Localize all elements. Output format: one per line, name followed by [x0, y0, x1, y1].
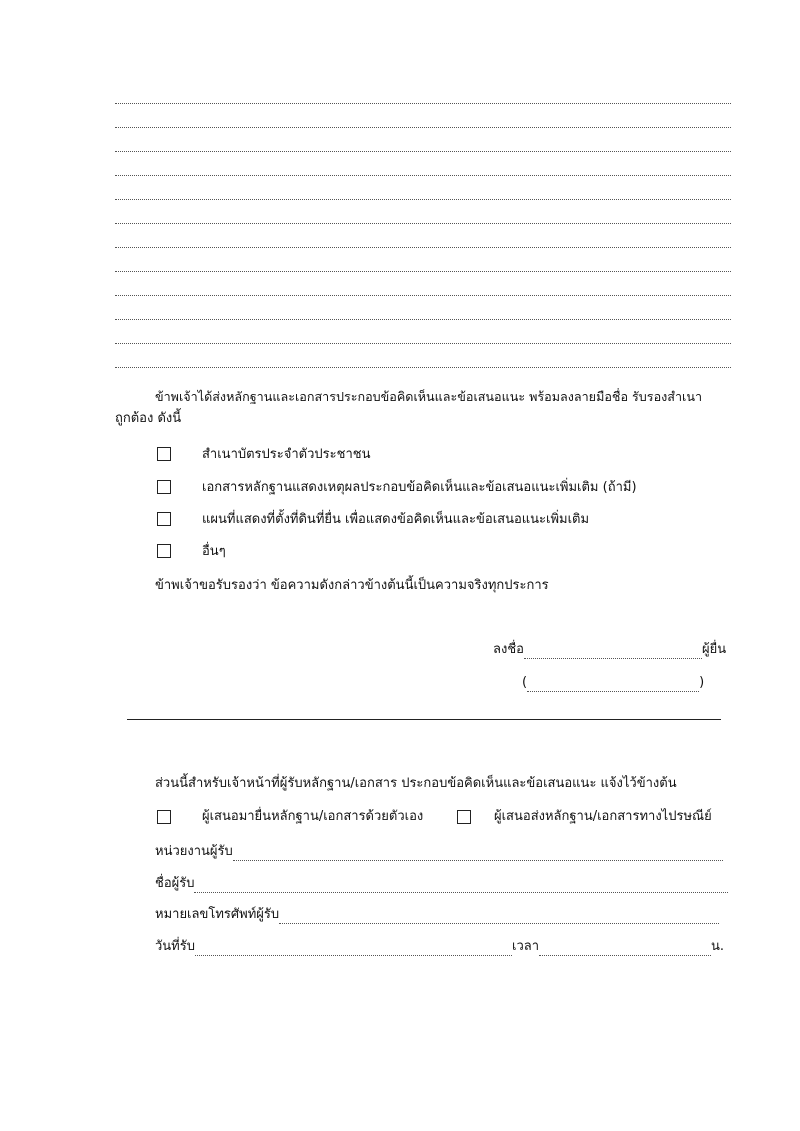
attachment-label-2: เอกสารหลักฐานแสดงเหตุผลประกอบข้อคิดเห็นและข้อเสนอแนะเพิ่มเติม (ถ้ามี) [202, 480, 637, 495]
blank-line[interactable] [115, 151, 731, 152]
date-field[interactable] [195, 943, 512, 956]
time-field[interactable] [539, 943, 711, 956]
by-post-label: ผู้เสนอส่งหลักฐาน/เอกสารทางไปรษณีย์ [494, 809, 712, 824]
statement-line-2: ถูกต้อง ดังนี้ [115, 411, 182, 426]
signature-field[interactable] [524, 646, 702, 659]
blank-line[interactable] [115, 247, 731, 248]
blank-line[interactable] [115, 271, 731, 272]
open-paren: ( [522, 675, 528, 690]
section-separator [127, 719, 721, 720]
name-row [522, 674, 704, 692]
by-post-checkbox[interactable] [457, 810, 471, 824]
attachment-checkbox-2[interactable] [157, 480, 171, 494]
blank-line[interactable] [115, 175, 731, 176]
blank-line[interactable] [115, 367, 731, 368]
blank-line[interactable] [115, 103, 731, 104]
receiver-row [155, 875, 728, 893]
in-person-checkbox[interactable] [157, 810, 171, 824]
time-label: เวลา [512, 939, 540, 954]
agency-row [155, 843, 723, 861]
blank-line[interactable] [115, 343, 731, 344]
in-person-label: ผู้เสนอมายื่นหลักฐาน/เอกสารด้วยตัวเอง [202, 809, 424, 824]
certification-text: ข้าพเจ้าขอรับรองว่า ข้อความดังกล่าวข้างต้นนี้เป็นความจริงทุกประการ [155, 578, 549, 593]
agency-label: หน่วยงานผู้รับ [155, 844, 233, 859]
time-unit: น. [711, 939, 725, 954]
phone-label: หมายเลขโทรศัพท์ผู้รับ [155, 907, 280, 922]
blank-line[interactable] [115, 319, 731, 320]
attachment-checkbox-4[interactable] [157, 544, 171, 558]
applicant-label: ผู้ยื่น [701, 642, 727, 657]
blank-line[interactable] [115, 295, 731, 296]
close-paren: ) [699, 675, 705, 690]
phone-field[interactable] [279, 911, 719, 924]
attachment-label-4: อื่นๆ [202, 544, 226, 559]
date-row [155, 938, 724, 956]
blank-line[interactable] [115, 199, 731, 200]
receiver-field[interactable] [194, 880, 728, 893]
attachment-label-3: แผนที่แสดงที่ตั้งที่ดินที่ยื่น เพื่อแสดงข้อคิดเห็นและข้อเสนอแนะเพิ่มเติม [202, 512, 590, 527]
date-label: วันที่รับ [155, 939, 195, 954]
statement-line-1: ข้าพเจ้าได้ส่งหลักฐานและเอกสารประกอบข้อคิดเห็นและข้อเสนอแนะ พร้อมลงลายมือชื่อ รับรองสำเนา [155, 389, 703, 404]
officer-heading: ส่วนนี้สำหรับเจ้าหน้าที่ผู้รับหลักฐาน/เอกสาร ประกอบข้อคิดเห็นและข้อเสนอแนะ แจ้งไว้ข้างต้น [155, 776, 677, 791]
signature-row [493, 641, 726, 659]
attachment-checkbox-3[interactable] [157, 512, 171, 526]
blank-line[interactable] [115, 223, 731, 224]
agency-field[interactable] [233, 848, 723, 861]
attachment-label-1: สำเนาบัตรประจำตัวประชาชน [202, 447, 371, 462]
printed-name-field[interactable] [527, 679, 699, 692]
phone-row [155, 906, 719, 924]
sign-label: ลงชื่อ [493, 642, 524, 657]
attachment-checkbox-1[interactable] [157, 447, 171, 461]
blank-line[interactable] [115, 127, 731, 128]
receiver-label: ชื่อผู้รับ [155, 876, 195, 891]
